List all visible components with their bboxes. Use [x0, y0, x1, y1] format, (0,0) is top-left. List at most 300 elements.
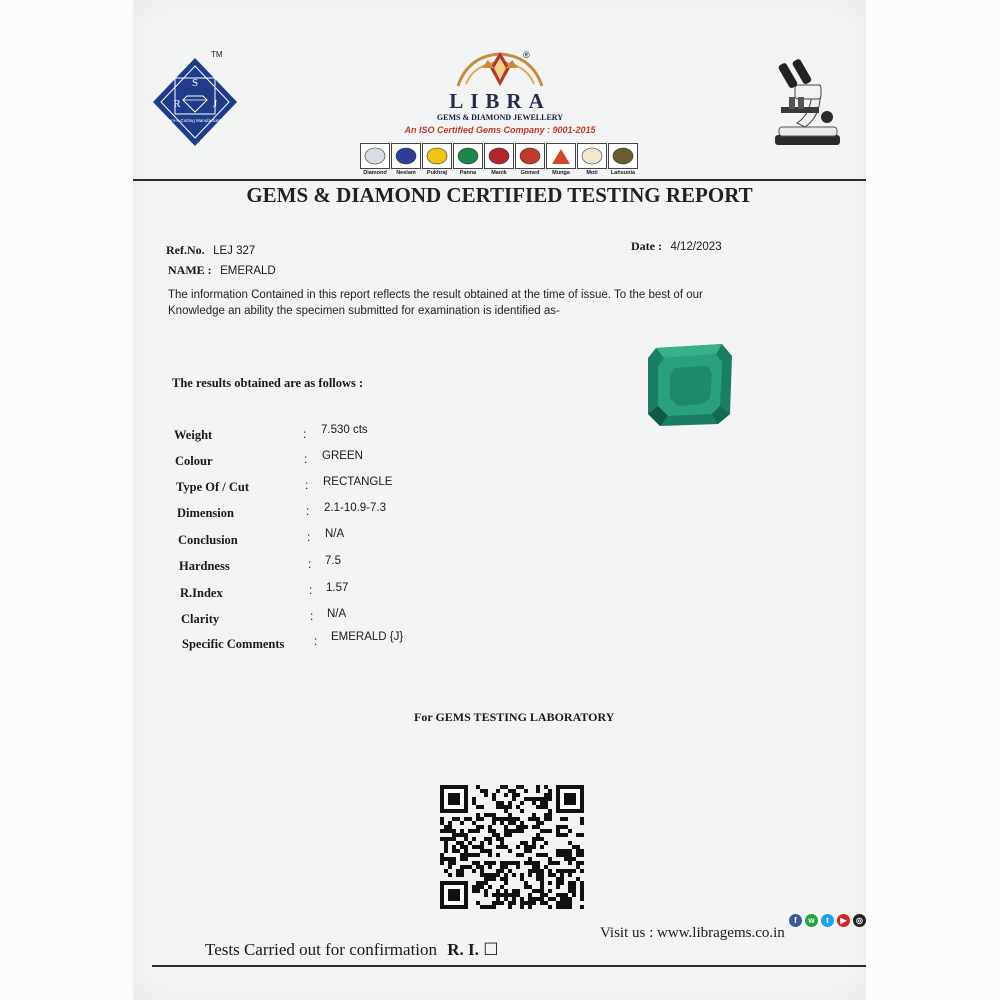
qr-module — [532, 901, 536, 905]
qr-module — [544, 785, 548, 789]
qr-module — [496, 833, 500, 837]
qr-module — [580, 853, 584, 857]
qr-module — [512, 793, 516, 797]
qr-module — [508, 849, 512, 853]
qr-module — [540, 885, 544, 889]
qr-module — [556, 849, 560, 853]
qr-module — [580, 905, 584, 909]
qr-module — [512, 901, 516, 905]
gem-item — [391, 143, 421, 176]
qr-module — [472, 889, 476, 893]
qr-module — [472, 837, 476, 841]
qr-module — [568, 853, 572, 857]
qr-module — [516, 861, 520, 865]
qr-module — [524, 845, 528, 849]
qr-module — [476, 885, 480, 889]
qr-module — [500, 821, 504, 825]
twitter-icon[interactable]: t — [821, 914, 834, 927]
qr-module — [448, 837, 452, 841]
qr-module — [460, 841, 464, 845]
qr-module — [556, 893, 560, 897]
qr-module — [508, 869, 512, 873]
instagram-icon[interactable]: ◎ — [853, 914, 866, 927]
qr-module — [448, 865, 452, 869]
qr-module — [512, 817, 516, 821]
qr-module — [536, 821, 540, 825]
qr-module — [444, 845, 448, 849]
qr-module — [548, 797, 552, 801]
qr-module — [568, 841, 572, 845]
qr-module — [484, 905, 488, 909]
qr-module — [448, 825, 452, 829]
field-value: 7.5 — [325, 555, 341, 567]
qr-module — [548, 905, 552, 909]
gem-swatch-icon — [422, 143, 452, 169]
libra-name: LIBRA — [449, 89, 551, 113]
gem-label: Gomed — [520, 170, 540, 176]
qr-module — [456, 873, 460, 877]
date-line — [631, 237, 722, 255]
registered-mark: ® — [523, 50, 530, 60]
qr-module — [472, 869, 476, 873]
qr-module — [480, 845, 484, 849]
qr-module — [532, 813, 536, 817]
rsj-letter-s: S — [191, 77, 199, 89]
qr-module — [564, 833, 568, 837]
qr-module — [488, 865, 492, 869]
qr-module — [564, 893, 568, 897]
rsj-letter-j: J — [212, 98, 218, 110]
qr-module — [532, 825, 536, 829]
qr-module — [560, 869, 564, 873]
qr-module — [484, 789, 488, 793]
qr-module — [520, 905, 524, 909]
qr-module — [532, 797, 536, 801]
qr-module — [480, 805, 484, 809]
qr-module — [580, 869, 584, 873]
qr-module — [500, 837, 504, 841]
qr-module — [496, 893, 500, 897]
qr-module — [488, 813, 492, 817]
qr-module — [524, 885, 528, 889]
qr-module — [488, 905, 492, 909]
qr-module — [444, 837, 448, 841]
qr-module — [536, 837, 540, 841]
qr-module — [476, 881, 480, 885]
qr-module — [460, 829, 464, 833]
field-colon: : — [309, 583, 313, 597]
qr-module — [556, 901, 560, 905]
ref-value: LEJ 327 — [213, 245, 256, 257]
qr-module — [472, 797, 476, 801]
field-colon: : — [304, 452, 308, 466]
field-label: Weight — [174, 428, 213, 442]
qr-module — [532, 889, 536, 893]
qr-module — [492, 821, 496, 825]
qr-module — [480, 865, 484, 869]
qr-module — [500, 865, 504, 869]
qr-module — [496, 901, 500, 905]
qr-module — [508, 829, 512, 833]
qr-module — [564, 825, 568, 829]
qr-module — [564, 901, 568, 905]
qr-finder — [564, 793, 576, 805]
qr-module — [468, 853, 472, 857]
qr-module — [488, 849, 492, 853]
qr-module — [544, 801, 548, 805]
qr-module — [528, 869, 532, 873]
qr-module — [500, 801, 504, 805]
qr-module — [476, 901, 480, 905]
qr-module — [500, 845, 504, 849]
gem-label: Manik — [491, 170, 507, 176]
qr-module — [484, 849, 488, 853]
rsj-logo — [145, 50, 250, 150]
qr-module — [576, 849, 580, 853]
qr-module — [568, 873, 572, 877]
qr-module — [488, 873, 492, 877]
gem-label: Diamond — [363, 170, 387, 176]
qr-module — [456, 869, 460, 873]
name-label: NAME : — [168, 263, 212, 277]
field-value: EMERALD {J} — [331, 631, 404, 643]
ref-line — [166, 241, 255, 259]
facebook-icon[interactable]: f — [789, 914, 802, 927]
qr-module — [500, 885, 504, 889]
qr-module — [504, 877, 508, 881]
qr-module — [560, 893, 564, 897]
qr-module — [560, 905, 564, 909]
qr-module — [580, 861, 584, 865]
qr-module — [572, 889, 576, 893]
qr-module — [568, 897, 572, 901]
qr-module — [556, 853, 560, 857]
qr-module — [544, 813, 548, 817]
qr-module — [508, 805, 512, 809]
qr-module — [480, 841, 484, 845]
qr-module — [548, 829, 552, 833]
qr-module — [448, 861, 452, 865]
qr-module — [536, 869, 540, 873]
qr-module — [492, 893, 496, 897]
qr-module — [544, 893, 548, 897]
qr-module — [448, 857, 452, 861]
qr-module — [544, 829, 548, 833]
date-value: 4/12/2023 — [670, 241, 722, 253]
qr-module — [524, 849, 528, 853]
qr-module — [488, 885, 492, 889]
qr-module — [556, 829, 560, 833]
qr-module — [560, 901, 564, 905]
qr-module — [528, 857, 532, 861]
qr-module — [516, 829, 520, 833]
qr-module — [516, 805, 520, 809]
qr-module — [524, 881, 528, 885]
qr-module — [484, 877, 488, 881]
qr-module — [504, 825, 508, 829]
qr-module — [444, 825, 448, 829]
gem-label: Pukhraj — [426, 170, 448, 176]
qr-module — [536, 805, 540, 809]
qr-module — [492, 817, 496, 821]
qr-module — [532, 845, 536, 849]
qr-module — [492, 901, 496, 905]
qr-module — [548, 813, 552, 817]
field-label: Colour — [175, 454, 213, 468]
qr-module — [528, 845, 532, 849]
qr-module — [528, 893, 532, 897]
qr-module — [536, 797, 540, 801]
qr-module — [520, 901, 524, 905]
gem-icon-row — [360, 143, 638, 176]
qr-module — [476, 785, 480, 789]
qr-module — [464, 865, 468, 869]
qr-module — [524, 825, 528, 829]
field-label: Hardness — [179, 559, 230, 573]
qr-module — [488, 877, 492, 881]
qr-module — [536, 861, 540, 865]
qr-module — [572, 881, 576, 885]
qr-module — [452, 833, 456, 837]
qr-module — [480, 849, 484, 853]
gem-swatch-icon — [546, 143, 576, 169]
gem-item — [484, 143, 514, 176]
gem-item — [608, 143, 638, 176]
tests-confirmation — [205, 940, 498, 960]
qr-module — [548, 889, 552, 893]
qr-module — [516, 817, 520, 821]
qr-module — [460, 873, 464, 877]
qr-module — [576, 877, 580, 881]
qr-module — [512, 897, 516, 901]
qr-module — [496, 845, 500, 849]
qr-module — [524, 789, 528, 793]
qr-module — [532, 837, 536, 841]
qr-module — [504, 873, 508, 877]
qr-module — [548, 869, 552, 873]
qr-module — [572, 893, 576, 897]
footer-divider — [152, 965, 866, 967]
intro-paragraph — [168, 287, 758, 319]
qr-module — [520, 809, 524, 813]
qr-module — [528, 905, 532, 909]
qr-module — [560, 817, 564, 821]
qr-module — [496, 889, 500, 893]
qr-module — [512, 861, 516, 865]
qr-module — [504, 809, 508, 813]
qr-module — [468, 841, 472, 845]
gem-label: Neelam — [396, 170, 416, 176]
qr-module — [444, 841, 448, 845]
qr-module — [508, 833, 512, 837]
qr-module — [536, 789, 540, 793]
libra-subtitle: GEMS & DIAMOND JEWELLERY — [436, 113, 564, 122]
qr-module — [564, 817, 568, 821]
name-value: EMERALD — [220, 265, 276, 277]
qr-module — [504, 805, 508, 809]
qr-module — [500, 841, 504, 845]
qr-module — [476, 805, 480, 809]
qr-module — [500, 869, 504, 873]
microscope-icon — [765, 55, 845, 150]
qr-module — [556, 881, 560, 885]
qr-module — [540, 877, 544, 881]
rsj-letter-r: R — [173, 98, 181, 110]
qr-module — [580, 885, 584, 889]
qr-module — [576, 853, 580, 857]
qr-module — [440, 853, 444, 857]
qr-module — [504, 893, 508, 897]
qr-module — [476, 813, 480, 817]
qr-module — [564, 849, 568, 853]
iso-certification: An ISO Certified Gems Company : 9001-2015 — [404, 125, 596, 135]
qr-module — [448, 829, 452, 833]
qr-module — [508, 821, 512, 825]
qr-module — [504, 833, 508, 837]
qr-module — [496, 897, 500, 901]
qr-module — [492, 833, 496, 837]
qr-module — [580, 889, 584, 893]
qr-module — [480, 869, 484, 873]
qr-module — [508, 893, 512, 897]
field-value: GREEN — [322, 450, 363, 462]
qr-module — [528, 873, 532, 877]
qr-module — [496, 789, 500, 793]
qr-module — [576, 865, 580, 869]
qr-module — [484, 837, 488, 841]
date-label: Date : — [631, 239, 662, 253]
qr-module — [500, 805, 504, 809]
qr-module — [472, 845, 476, 849]
qr-module — [564, 897, 568, 901]
field-value: 7.530 cts — [321, 424, 368, 436]
gem-item — [515, 143, 545, 176]
qr-module — [440, 837, 444, 841]
qr-module — [536, 889, 540, 893]
qr-module — [568, 881, 572, 885]
qr-module — [488, 861, 492, 865]
qr-module — [540, 837, 544, 841]
qr-module — [504, 881, 508, 885]
qr-module — [444, 869, 448, 873]
qr-module — [460, 853, 464, 857]
qr-module — [464, 833, 468, 837]
qr-module — [568, 849, 572, 853]
qr-module — [540, 797, 544, 801]
qr-module — [496, 853, 500, 857]
qr-module — [524, 797, 528, 801]
qr-module — [540, 845, 544, 849]
qr-module — [464, 845, 468, 849]
qr-module — [540, 881, 544, 885]
qr-module — [484, 873, 488, 877]
qr-module — [496, 801, 500, 805]
qr-module — [488, 841, 492, 845]
qr-module — [508, 813, 512, 817]
qr-module — [480, 881, 484, 885]
qr-module — [536, 785, 540, 789]
qr-module — [548, 809, 552, 813]
qr-module — [500, 817, 504, 821]
qr-module — [500, 785, 504, 789]
qr-module — [496, 817, 500, 821]
qr-module — [580, 821, 584, 825]
qr-module — [456, 849, 460, 853]
qr-module — [540, 821, 544, 825]
qr-module — [440, 861, 444, 865]
qr-module — [516, 853, 520, 857]
qr-module — [480, 873, 484, 877]
qr-module — [568, 905, 572, 909]
qr-module — [492, 873, 496, 877]
gem-label: Panna — [459, 170, 477, 176]
qr-module — [480, 905, 484, 909]
qr-module — [468, 865, 472, 869]
qr-module — [576, 845, 580, 849]
qr-module — [540, 901, 544, 905]
qr-module — [520, 825, 524, 829]
gem-label: Lahsunia — [610, 170, 636, 176]
qr-module — [528, 897, 532, 901]
qr-module — [540, 805, 544, 809]
qr-module — [452, 861, 456, 865]
ref-label: Ref.No. — [166, 243, 205, 257]
qr-module — [532, 801, 536, 805]
qr-module — [556, 885, 560, 889]
qr-module — [540, 893, 544, 897]
qr-module — [476, 817, 480, 821]
whatsapp-icon[interactable]: w — [805, 914, 818, 927]
qr-module — [516, 893, 520, 897]
background-right — [866, 0, 1000, 1000]
qr-module — [548, 817, 552, 821]
qr-module — [444, 849, 448, 853]
qr-module — [516, 793, 520, 797]
qr-module — [504, 845, 508, 849]
qr-module — [520, 877, 524, 881]
qr-module — [480, 817, 484, 821]
qr-module — [580, 893, 584, 897]
qr-module — [568, 889, 572, 893]
qr-module — [556, 869, 560, 873]
qr-module — [528, 885, 532, 889]
qr-module — [544, 865, 548, 869]
qr-module — [440, 821, 444, 825]
qr-module — [560, 825, 564, 829]
qr-module — [464, 857, 468, 861]
background-left — [0, 0, 133, 1000]
qr-module — [564, 869, 568, 873]
qr-module — [488, 837, 492, 841]
qr-module — [560, 849, 564, 853]
qr-module — [504, 793, 508, 797]
gem-item — [360, 143, 390, 176]
qr-module — [544, 805, 548, 809]
qr-module — [536, 873, 540, 877]
qr-module — [556, 825, 560, 829]
rsj-trademark: TM — [211, 50, 223, 59]
qr-module — [484, 793, 488, 797]
qr-module — [528, 901, 532, 905]
youtube-icon[interactable]: ▶ — [837, 914, 850, 927]
qr-module — [580, 881, 584, 885]
qr-module — [568, 901, 572, 905]
qr-module — [484, 813, 488, 817]
qr-module — [476, 825, 480, 829]
qr-module — [576, 861, 580, 865]
qr-module — [460, 845, 464, 849]
qr-module — [492, 829, 496, 833]
